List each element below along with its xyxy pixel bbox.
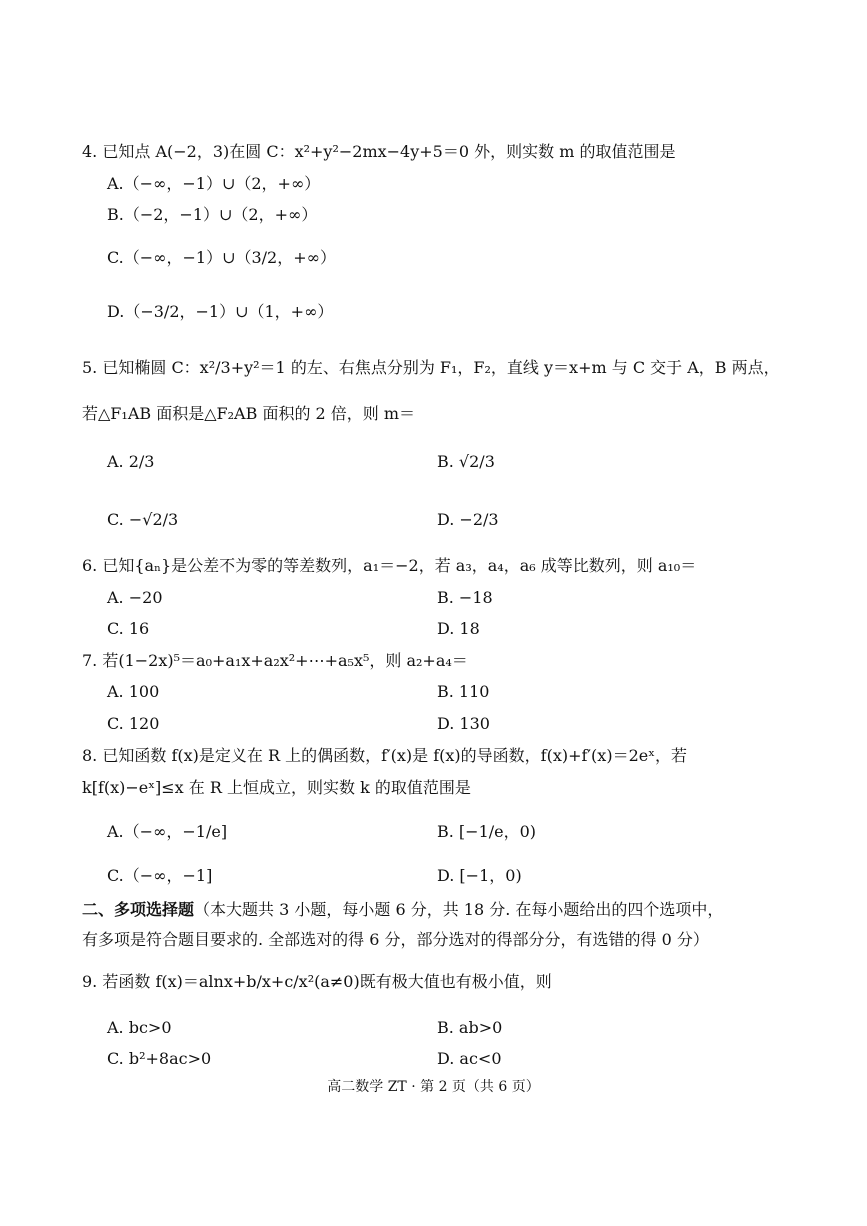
question-8-option-d: D. [−1，0) (437, 866, 522, 885)
question-7-option-c: C. 120 (107, 714, 160, 733)
question-9-option-c: C. b²+8ac>0 (107, 1049, 212, 1068)
section-2-instructions-line-1: （本大题共 3 小题，每小题 6 分，共 18 分. 在每小题给出的四个选项中， (194, 900, 724, 919)
question-5-stem-line-1: 5. 已知椭圆 C：x²/3+y²＝1 的左、右焦点分别为 F₁，F₂，直线 y＝x+m 与 C 交于 A，B 两点， (82, 358, 780, 377)
question-8-option-a: A.（−∞，−1/e] (107, 822, 228, 841)
question-7-stem: 7. 若(1−2x)⁵＝a₀+a₁x+a₂x²+⋯+a₅x⁵，则 a₂+a₄＝ (82, 651, 468, 670)
question-7-option-a: A. 100 (107, 682, 160, 701)
question-5-option-d: D. −2/3 (437, 510, 499, 529)
question-9-stem: 9. 若函数 f(x)＝alnx+b/x+c/x²(a≠0)既有极大值也有极小值，则 (82, 972, 552, 991)
section-2-heading (82, 900, 723, 920)
question-4-option-c: C.（−∞，−1）∪（3/2，+∞） (107, 248, 336, 267)
question-5-stem-line-2: 若△F₁AB 面积是△F₂AB 面积的 2 倍，则 m＝ (82, 404, 416, 423)
page-footer: 高二数学 ZT · 第 2 页（共 6 页） (327, 1079, 540, 1095)
question-5-option-a: A. 2/3 (107, 452, 155, 471)
question-8-stem-line-1: 8. 已知函数 f(x)是定义在 R 上的偶函数，f′(x)是 f(x)的导函数，f(x)+f′(x)＝2eˣ，若 (82, 746, 687, 765)
question-6-option-a: A. −20 (107, 588, 163, 607)
question-4-option-b: B.（−2，−1）∪（2，+∞） (107, 205, 318, 224)
question-7-option-b: B. 110 (437, 682, 490, 701)
section-2-instructions-line-2: 有多项是符合题目要求的. 全部选对的得 6 分，部分选对的得部分分，有选错的得 0 分） (82, 930, 709, 949)
question-4-stem: 4. 已知点 A(−2，3)在圆 C：x²+y²−2mx−4y+5＝0 外，则实数 m 的取值范围是 (82, 142, 676, 161)
question-5-option-b: B. √2/3 (437, 452, 495, 471)
question-8-stem-line-2: k[f(x)−eˣ]≤x 在 R 上恒成立，则实数 k 的取值范围是 (82, 778, 471, 797)
section-2-title: 二、多项选择题 (82, 900, 195, 919)
question-8-option-b: B. [−1/e，0) (437, 822, 537, 841)
question-9-option-b: B. ab>0 (437, 1018, 503, 1037)
question-7-option-d: D. 130 (437, 714, 490, 733)
question-8-option-c: C.（−∞，−1] (107, 866, 213, 885)
question-9-option-d: D. ac<0 (437, 1049, 502, 1068)
question-9-option-a: A. bc>0 (107, 1018, 172, 1037)
question-5-option-c: C. −√2/3 (107, 510, 179, 529)
question-6-option-b: B. −18 (437, 588, 493, 607)
question-4-option-d: D.（−3/2，−1）∪（1，+∞） (107, 302, 334, 321)
question-6-stem: 6. 已知{aₙ}是公差不为零的等差数列，a₁＝−2，若 a₃，a₄，a₆ 成等比数列，则 a₁₀＝ (82, 556, 697, 575)
question-6-option-d: D. 18 (437, 619, 480, 638)
question-4-option-a: A.（−∞，−1）∪（2，+∞） (107, 174, 321, 193)
question-6-option-c: C. 16 (107, 619, 150, 638)
